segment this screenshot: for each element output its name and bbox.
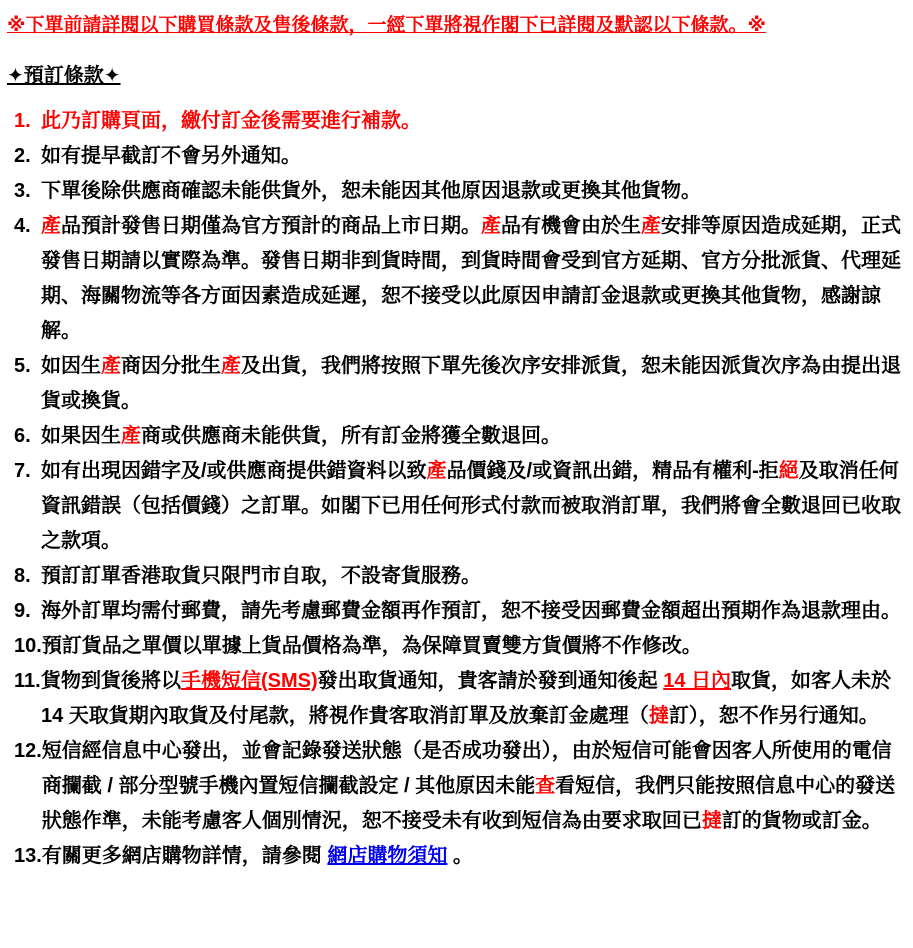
emphasized-text: 產	[426, 460, 447, 482]
term-item	[7, 629, 907, 664]
text-segment: 商或供應商未能供貨，所有訂金將獲全數退回。	[141, 425, 561, 447]
term-item	[7, 104, 907, 139]
term-number: 1.	[14, 110, 31, 132]
terms-list	[7, 104, 907, 874]
term-number: 12.	[14, 740, 42, 762]
text-segment: 短信經信息中心發出，並會記錄發送狀態（是否成功發出），由於短信可能會因客人所使用的電信商攔截 / 部分型號手機內置短信攔截設定 / 其他原因未能	[41, 740, 892, 797]
text-segment: 海外訂單均需付郵費，請先考慮郵費金額再作預訂，恕不接受因郵費金額超出預期作為退款理由。	[41, 600, 901, 622]
term-text	[41, 174, 907, 209]
term-item	[7, 734, 907, 839]
emphasized-text: 撻	[701, 810, 722, 832]
term-text	[41, 209, 907, 349]
emphasized-text: 產	[41, 215, 61, 237]
text-segment: 品預計發售日期僅為官方預計的商品上市日期。	[61, 215, 481, 237]
term-number: 7.	[14, 460, 31, 482]
term-item	[7, 209, 907, 349]
text-segment: 如因生	[41, 355, 101, 377]
term-text	[41, 664, 907, 734]
text-segment: 。	[447, 845, 473, 867]
text-segment: 預訂貨品之單價以單據上貨品價格為準，為保障買賣雙方貨價將不作修改。	[41, 635, 702, 657]
emphasized-text: 產	[221, 355, 241, 377]
emphasized-text: 產	[641, 215, 661, 237]
emphasized-text: 產	[101, 355, 121, 377]
text-segment: 商因分批生	[121, 355, 221, 377]
text-segment: 如有出現因錯字及/或供應商提供錯資料以致	[41, 460, 427, 482]
text-segment: 及出貨，我們將按照下單先後次序安排派貨，恕未能因派貨次序為由提出退貨或換貨。	[41, 355, 901, 412]
term-item	[7, 594, 907, 629]
term-item	[7, 559, 907, 594]
term-item	[7, 349, 907, 419]
term-text	[41, 139, 907, 174]
term-item	[7, 454, 907, 559]
term-text	[42, 839, 907, 874]
term-item	[7, 139, 907, 174]
term-item	[7, 174, 907, 209]
text-segment: 看短信，我們只能按照信息中心的發送狀態作準，未能考慮客人個別情況，恕不接受未有收到短信為由要求取回已	[41, 775, 896, 832]
emphasized-text: 14 日內	[663, 670, 732, 692]
term-number: 4.	[14, 215, 31, 237]
emphasized-text: 產	[121, 425, 141, 447]
term-item	[7, 839, 907, 874]
term-text	[41, 559, 907, 594]
term-number: 6.	[14, 425, 31, 447]
emphasized-text: 此乃訂購頁面，繳付訂金後需要進行補款。	[41, 110, 421, 132]
term-item	[7, 419, 907, 454]
term-number: 8.	[14, 565, 31, 587]
page-title: ※下單前請詳閱以下購買條款及售後條款，一經下單將視作閣下已詳閱及默認以下條款。※	[7, 15, 766, 36]
term-number: 13.	[14, 845, 42, 867]
term-number: 11.	[14, 670, 41, 692]
section-heading-preorder-terms: ✦預訂條款✦	[7, 65, 121, 87]
emphasized-text: 撻	[648, 705, 669, 727]
term-number: 3.	[14, 180, 31, 202]
term-text	[41, 454, 907, 559]
text-segment: 訂的貨物或訂金。	[721, 810, 882, 832]
text-segment: 發出取貨通知，貴客請於發到通知後起	[317, 670, 664, 692]
text-segment: 取貨，如客人未於 14 天取貨期內取貨及付尾款，將視作貴客取消訂單及放棄訂金處理（	[41, 670, 892, 727]
term-text	[41, 349, 907, 419]
term-text	[41, 419, 907, 454]
term-number: 2.	[14, 145, 31, 167]
text-segment: 品價錢及/或資訊出錯，精品有權利-拒	[446, 460, 779, 482]
text-segment: 品有機會由於生	[501, 215, 641, 237]
emphasized-text: 查	[535, 775, 556, 797]
term-text	[41, 594, 907, 629]
term-number: 10.	[14, 635, 42, 657]
term-item	[7, 664, 907, 734]
term-number: 5.	[14, 355, 31, 377]
emphasized-text: 產	[481, 215, 501, 237]
term-number: 9.	[14, 600, 31, 622]
term-text	[42, 629, 907, 664]
text-segment: 預訂訂單香港取貨只限門市自取，不設寄貨服務。	[41, 565, 481, 587]
text-segment: 下單後除供應商確認未能供貨外，恕未能因其他原因退款或更換其他貨物。	[41, 180, 701, 202]
text-segment: 如有提早截訂不會另外通知。	[41, 145, 301, 167]
text-segment: 貨物到貨後將以	[41, 670, 181, 692]
text-segment: 如果因生	[41, 425, 121, 447]
term-text	[42, 734, 907, 839]
emphasized-text: 手機短信(SMS)	[181, 670, 318, 692]
emphasized-text: 絕	[778, 460, 799, 482]
term-text	[41, 104, 907, 139]
text-segment: 有關更多網店購物詳情，請參閱	[41, 845, 328, 867]
text-segment: 及取消任何資訊錯誤（包括價錢）之訂單。如閣下已用任何形式付款而被取消訂單，我們將會全數退回已收取之款項。	[41, 460, 901, 552]
store-shopping-notice-link[interactable]: 網店購物須知	[327, 845, 448, 867]
text-segment: 訂），恕不作另行通知。	[668, 705, 879, 727]
text-segment: 安排等原因造成延期，正式發售日期請以實際為準。發售日期非到貨時間，到貨時間會受到官方延期、官方分批派貨、代理延期、海關物流等各方面因素造成延遲，恕不接受以此原因申請訂金退款或更換其他貨物，感謝諒解。	[41, 215, 901, 342]
